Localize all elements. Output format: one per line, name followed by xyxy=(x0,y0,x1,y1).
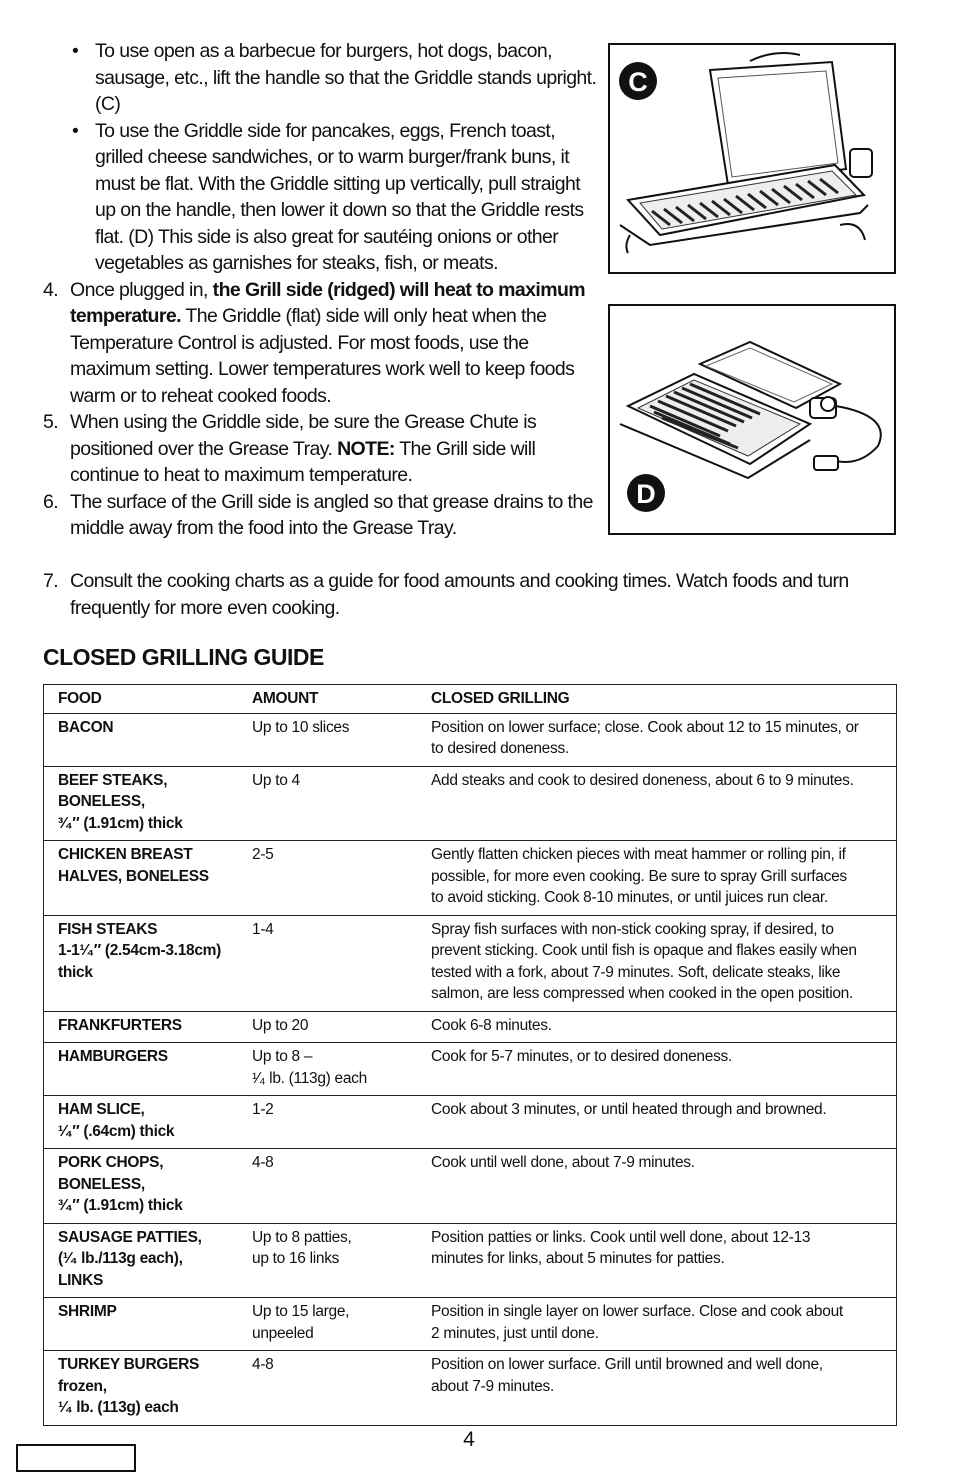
guide-title: CLOSED GRILLING GUIDE xyxy=(43,644,324,670)
amount-cell xyxy=(238,1043,417,1096)
food-cell-line: frozen, xyxy=(58,1377,107,1395)
table-row xyxy=(44,841,897,916)
instructions-cell-line: 2 minutes, just until done. xyxy=(431,1324,599,1342)
food-cell-line: ³⁄₄″ (1.91cm) thick xyxy=(58,814,183,832)
grill-open-illustration xyxy=(610,45,894,272)
instructions-cell-line: minutes for links, about 5 minutes for patties. xyxy=(431,1250,725,1267)
food-cell xyxy=(44,1149,239,1224)
amount-cell-line: 1-2 xyxy=(252,1101,274,1118)
food-cell-line: FISH STEAKS xyxy=(58,920,158,938)
table-row xyxy=(44,766,897,841)
food-cell-line: HAMBURGERS xyxy=(58,1048,168,1065)
food-cell xyxy=(44,1351,239,1426)
amount-cell xyxy=(238,1351,417,1426)
table-row xyxy=(44,1149,897,1224)
step-number: 7. xyxy=(43,570,59,592)
figure-label-d: D xyxy=(636,479,656,509)
step-5-text: When using the Griddle side, be sure the Grease Chute is positioned over the Grease Tray. xyxy=(70,411,537,460)
figure-c-grill-open xyxy=(608,43,896,274)
instructions-cell-line: Position patties or links. Cook until well done, about 12-13 xyxy=(431,1228,811,1246)
amount-cell xyxy=(238,713,417,766)
food-cell xyxy=(44,915,239,1011)
amount-cell-line: Up to 15 large, xyxy=(252,1303,350,1320)
table-row xyxy=(44,915,897,1011)
food-cell-line: HALVES, BONELESS xyxy=(58,867,209,885)
instructions-cell-line: Cook for 5-7 minutes, or to desired doneness. xyxy=(431,1048,732,1065)
instructions-cell-line: to desired doneness. xyxy=(431,740,569,757)
amount-cell xyxy=(238,915,417,1011)
column-header-amount: AMOUNT xyxy=(238,685,417,714)
food-cell-line: SAUSAGE PATTIES, xyxy=(58,1228,202,1246)
bullet-griddle-flat: • To use the Griddle side for pancakes, eggs, French toast, grilled cheese sandwiches, or to warm burger/frank buns, it must be flat. With the Griddle sitting up vertically, pull straight up on the handle, then lower it down so that the Griddle rests flat. (D) This side is also great for sautéing onions or other vegetables as garnishes for steaks, fish, or meats. xyxy=(40,118,600,277)
food-cell-line: LINKS xyxy=(58,1271,104,1289)
table-row xyxy=(44,1223,897,1298)
instructions-cell-line: about 7-9 minutes. xyxy=(431,1377,554,1395)
amount-cell-line: unpeeled xyxy=(252,1324,314,1342)
instructions-cell-line: possible, for more even cooking. Be sure to spray Grill surfaces xyxy=(431,867,847,885)
amount-cell-line: Up to 8 – xyxy=(252,1048,313,1065)
instructions-cell xyxy=(417,1351,897,1426)
instructions-cell xyxy=(417,713,897,766)
amount-cell-line: up to 16 links xyxy=(252,1250,340,1267)
table-row xyxy=(44,1011,897,1043)
instructions-cell xyxy=(417,766,897,841)
table-body xyxy=(44,713,897,1425)
food-cell-line: ³⁄₄″ (1.91cm) thick xyxy=(58,1197,183,1214)
instructions-cell-line: tested with a fork, about 7-9 minutes. Soft, delicate steaks, like xyxy=(431,963,841,981)
column-header-closed-grilling: CLOSED GRILLING xyxy=(417,685,897,714)
food-cell-line: 1-1¹⁄₄″ (2.54cm-3.18cm) xyxy=(58,942,221,959)
food-cell xyxy=(44,1223,239,1298)
step-4 xyxy=(40,277,600,410)
step-7-text: Consult the cooking charts as a guide for food amounts and cooking times. Watch foods and turn frequently for more even cooking. xyxy=(70,570,849,619)
instructions-section xyxy=(40,38,600,542)
instructions-cell xyxy=(417,1096,897,1149)
food-cell-line: ¹⁄₄″ (.64cm) thick xyxy=(58,1122,175,1140)
amount-cell-line: ¹⁄₄ lb. (113g) each xyxy=(252,1069,367,1087)
table-row xyxy=(44,1298,897,1351)
food-cell-line: TURKEY BURGERS xyxy=(58,1356,200,1373)
instructions-cell xyxy=(417,1043,897,1096)
step-number: 6. xyxy=(43,490,59,513)
instructions-cell-line: Gently flatten chicken pieces with meat hammer or rolling pin, if xyxy=(431,846,846,863)
amount-cell-line: Up to 4 xyxy=(252,771,300,789)
bullet-open-barbecue: • To use open as a barbecue for burgers, hot dogs, bacon, sausage, etc., lift the handle so that the Griddle stands upright. (C) xyxy=(40,38,600,118)
footer-marker-box xyxy=(16,1444,136,1472)
food-cell-line: thick xyxy=(58,963,93,981)
amount-cell-line: 2-5 xyxy=(252,846,274,863)
food-cell-line: HAM SLICE, xyxy=(58,1101,145,1118)
amount-cell-line: Up to 20 xyxy=(252,1016,309,1034)
table-row xyxy=(44,713,897,766)
instructions-cell xyxy=(417,915,897,1011)
step-5-text-rest: The Grill side will continue to heat to maximum temperature. xyxy=(70,437,536,486)
step-7 xyxy=(40,568,930,621)
food-cell-line: BONELESS, xyxy=(58,793,145,810)
step-number: 5. xyxy=(43,411,59,433)
amount-cell-line: Up to 8 patties, xyxy=(252,1228,352,1246)
amount-cell xyxy=(238,1298,417,1351)
amount-cell xyxy=(238,841,417,916)
table-row xyxy=(44,1351,897,1426)
instructions-cell xyxy=(417,1223,897,1298)
step-6-text: The surface of the Grill side is angled so that grease drains to the middle away from the food into the Grease Tray. xyxy=(70,490,593,539)
amount-cell-line: Up to 10 slices xyxy=(252,718,350,736)
instructions-cell-line: salmon, are less compressed when cooked in the open position. xyxy=(431,985,853,1002)
food-cell xyxy=(44,1011,239,1043)
figure-d-griddle-flat xyxy=(608,304,896,535)
step-5 xyxy=(40,409,600,489)
table-row xyxy=(44,1043,897,1096)
food-cell xyxy=(44,841,239,916)
food-cell-line: BONELESS, xyxy=(58,1175,145,1193)
instructions-cell-line: Position on lower surface; close. Cook about 12 to 15 minutes, or xyxy=(431,718,859,736)
closed-grilling-guide-table xyxy=(43,684,897,1426)
food-cell-line: (¹⁄₄ lb./113g each), xyxy=(58,1250,183,1267)
instructions-cell xyxy=(417,1298,897,1351)
figure-label-c: C xyxy=(628,67,648,97)
instructions-cell-line: Add steaks and cook to desired doneness, about 6 to 9 minutes. xyxy=(431,771,854,789)
instructions-cell xyxy=(417,1011,897,1043)
instructions-cell-line: Position on lower surface. Grill until browned and well done, xyxy=(431,1356,823,1373)
instructions-cell xyxy=(417,1149,897,1224)
food-cell xyxy=(44,713,239,766)
instructions-cell-line: Position in single layer on lower surface. Close and cook about xyxy=(431,1303,843,1320)
step-4-text-rest: The Griddle (flat) side will only heat when the Temperature Control is adjusted. For most foods, use the maximum setting. Lower temperatures work well to keep foods warm or to reheat cooked foods. xyxy=(70,305,575,407)
instructions-cell-line: Spray fish surfaces with non-stick cooking spray, if desired, to xyxy=(431,920,834,938)
table-header-row xyxy=(44,685,897,714)
amount-cell xyxy=(238,1096,417,1149)
food-cell-line: BACON xyxy=(58,718,114,736)
food-cell-line: ¹⁄₄ lb. (113g) each xyxy=(58,1399,179,1416)
table-row xyxy=(44,1096,897,1149)
food-cell-line: SHRIMP xyxy=(58,1303,117,1320)
food-cell-line: PORK CHOPS, xyxy=(58,1154,164,1171)
food-cell xyxy=(44,1096,239,1149)
step-4-text: Once plugged in, xyxy=(70,278,213,301)
note-label: NOTE: xyxy=(337,437,395,460)
food-cell xyxy=(44,766,239,841)
instructions-cell-line: to avoid sticking. Cook 8-10 minutes, or until juices run clear. xyxy=(431,889,828,906)
instructions-cell-line: prevent sticking. Cook until fish is opaque and flakes easily when xyxy=(431,942,857,959)
amount-cell xyxy=(238,1223,417,1298)
instructions-cell-line: Cook about 3 minutes, or until heated through and browned. xyxy=(431,1101,827,1118)
amount-cell xyxy=(238,766,417,841)
food-cell xyxy=(44,1043,239,1096)
amount-cell-line: 4-8 xyxy=(252,1154,274,1171)
food-cell-line: BEEF STEAKS, xyxy=(58,771,168,789)
amount-cell-line: 1-4 xyxy=(252,920,274,938)
food-cell xyxy=(44,1298,239,1351)
instructions-cell-line: Cook 6-8 minutes. xyxy=(431,1016,552,1034)
instructions-cell-line: Cook until well done, about 7-9 minutes. xyxy=(431,1154,695,1171)
amount-cell xyxy=(238,1149,417,1224)
griddle-flat-illustration xyxy=(610,306,894,533)
food-cell-line: CHICKEN BREAST xyxy=(58,846,193,863)
step-number: 4. xyxy=(43,278,59,301)
instructions-cell xyxy=(417,841,897,916)
food-cell-line: FRANKFURTERS xyxy=(58,1016,182,1034)
amount-cell-line: 4-8 xyxy=(252,1356,274,1373)
step-6 xyxy=(40,489,600,542)
page-number: 4 xyxy=(463,1428,475,1451)
amount-cell xyxy=(238,1011,417,1043)
step-4-emphasis: the Grill side (ridged) will heat to maximum temperature. xyxy=(70,278,586,327)
column-header-food: FOOD xyxy=(44,685,239,714)
